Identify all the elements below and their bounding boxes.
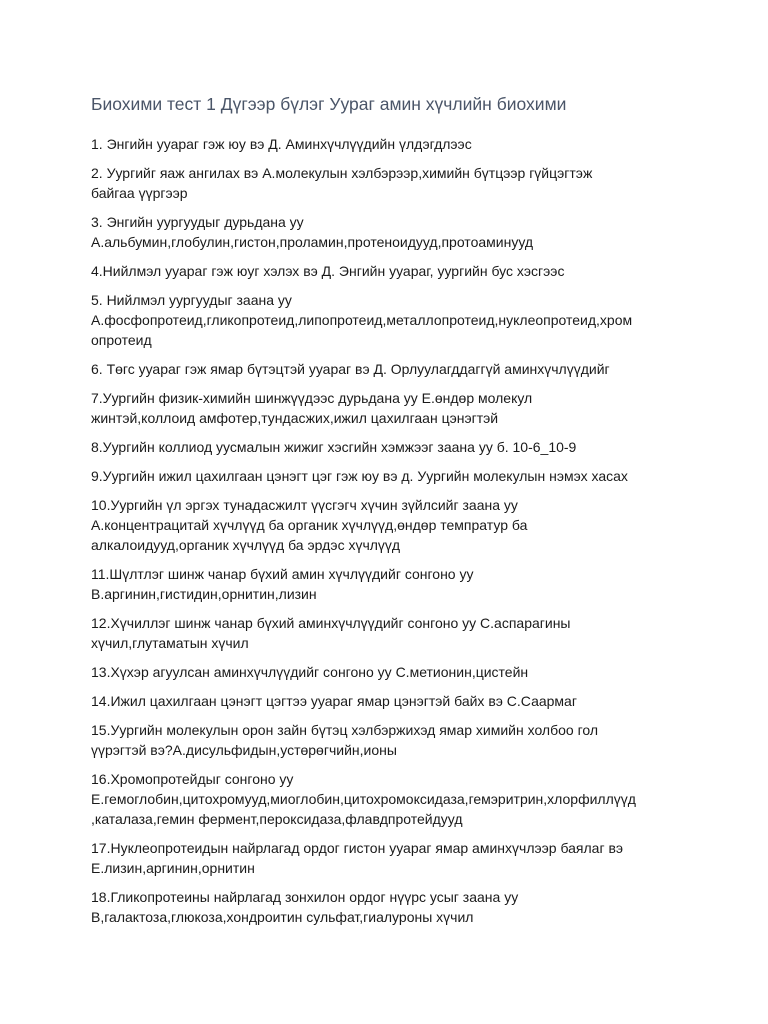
question-list	[91, 134, 691, 927]
question-item-9: 9.Уургийн ижил цахилгаан цэнэгт цэг гэж юу вэ д. Уургийн молекулын нэмэх хасах	[91, 468, 628, 484]
question-item-1: 1. Энгийн ууараг гэж юу вэ Д. Аминхүчлүүдийн үлдэгдлээс	[91, 136, 472, 152]
question-item-3: 3. Энгийн уургуудыг дурьдана уу А.альбумин,глобулин,гистон,проламин,протеноидууд,протоаминууд	[91, 214, 534, 250]
question-item-5: 5. Нийлмэл уургуудыг заана уу А.фосфопротеид,гликопротеид,липопротеид,металлопротеид,нуклеопротеид,хром опротеид	[91, 292, 633, 348]
question-item-17: 17.Нуклеопротеидын найрлагад ордог гистон ууараг ямар аминхүчлээр баялаг вэ Е.лизин,аргинин,орнитин	[91, 840, 624, 876]
question-item-6: 6. Төгс ууараг гэж ямар бүтэцтэй ууараг вэ Д. Орлуулагддаггүй аминхүчлүүдийг	[91, 361, 610, 377]
question-item-18: 18.Гликопротеины найрлагад зонхилон ордог нүүрс усыг заана уу В,галактоза,глюкоза,хондроитин сульфат,гиалуроны хүчил	[91, 889, 519, 925]
question-item-13: 13.Хүхэр агуулсан аминхүчлүүдийг сонгоно уу С.метионин,цистейн	[91, 664, 529, 680]
question-item-16: 16.Хромопротейдыг сонгоно уу Е.гемоглобин,цитохромууд,миоглобин,цитохромоксидаза,гемэритрин,хлорфиллүүд ,каталаза,гемин фермент,пероксидаза,флавдпротейдууд	[91, 771, 636, 827]
question-item-14: 14.Ижил цахилгаан цэнэгт цэгтээ ууараг ямар цэнэгтэй байх вэ С.Саармаг	[91, 693, 577, 709]
question-item-8: 8.Уургийн коллиод уусмалын жижиг хэсгийн хэмжээг заана уу б. 10-6_10-9	[91, 439, 577, 455]
question-item-7: 7.Уургийн физик-химийн шинжүүдээс дурьдана уу Е.өндөр молекул жинтэй,коллоид амфотер,тундасжих,ижил цахилгаан цэнэгтэй	[91, 390, 533, 426]
question-item-11: 11.Шүлтлэг шинж чанар бүхий амин хүчлүүдийг сонгоно уу В.аргинин,гистидин,орнитин,лизин	[91, 566, 474, 602]
question-item-12: 12.Хүчиллэг шинж чанар бүхий аминхүчлүүдийг сонгоно уу С.аспарагины хүчил,глутаматын хүчил	[91, 615, 571, 651]
question-item-15: 15.Уургийн молекулын орон зайн бүтэц хэлбэржихэд ямар химийн холбоо гол үүрэгтэй вэ?А.дисульфидын,устөрөгчийн,ионы	[91, 722, 599, 758]
document-page	[91, 92, 691, 936]
question-item-4: 4.Нийлмэл ууараг гэж юуг хэлэх вэ Д. Энгийн ууараг, уургийн бус хэсгээс	[91, 263, 565, 279]
question-item-10: 10.Уургийн үл эргэх тунадасжилт үүсгэгч хүчин зүйлсийг заана уу А.концентрацитай хүчлүүд ба органик хүчлүүд,өндөр темпратур ба алкалоидууд,органик хүчлүүд ба эрдэс хүчлүүд	[91, 497, 528, 553]
document-title: Биохими тест 1 Дүгээр бүлэг Уураг амин хүчлийн биохими	[91, 94, 567, 114]
question-item-2: 2. Уургийг яаж ангилах вэ А.молекулын хэлбэрээр,химийн бүтцээр гүйцэгтэж байгаа үүргээр	[91, 165, 593, 201]
